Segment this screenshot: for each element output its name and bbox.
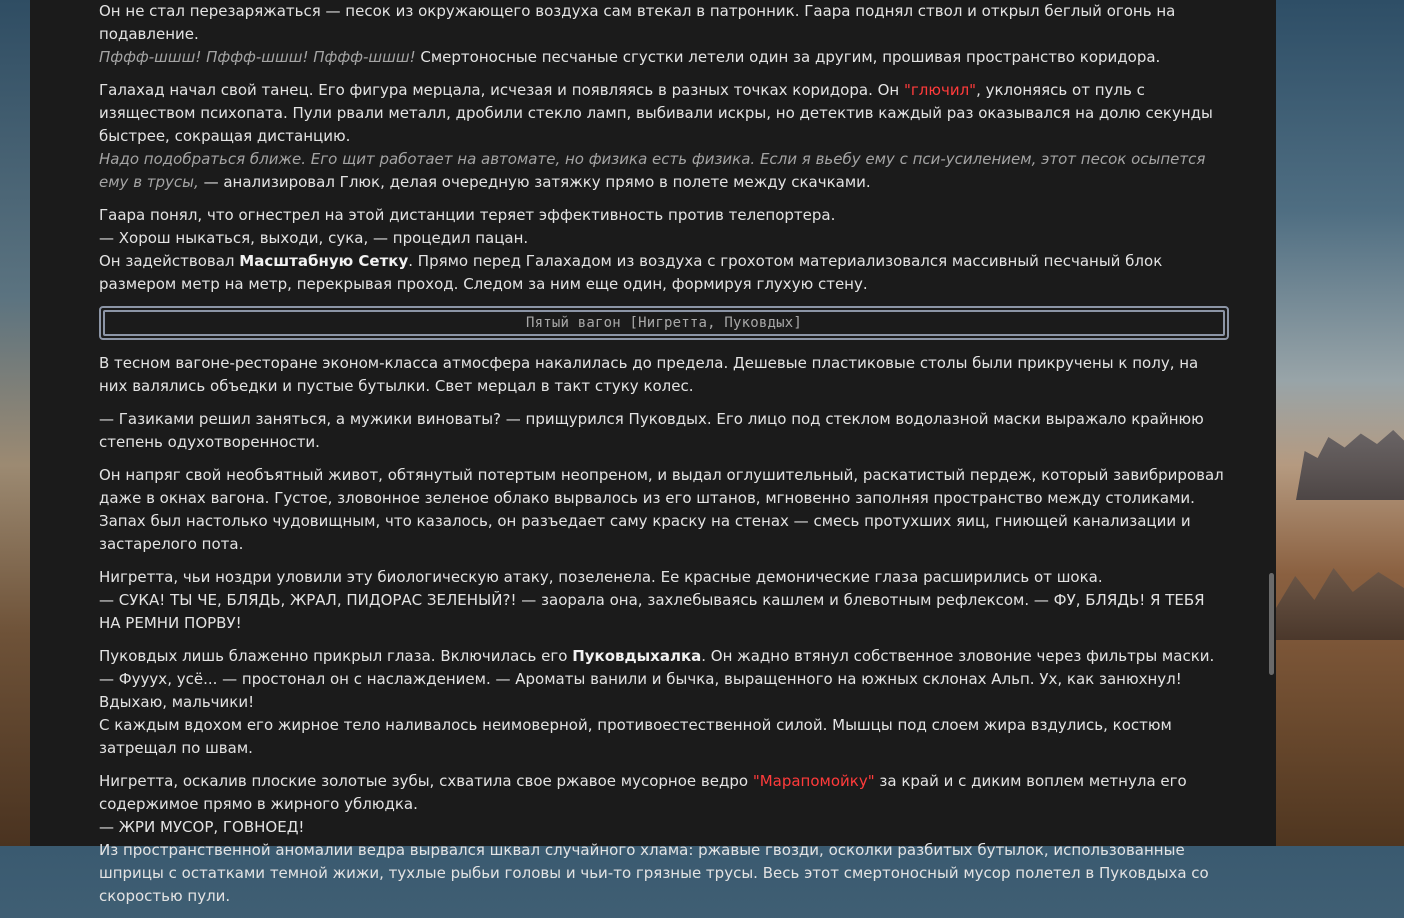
scene-header-box — [99, 306, 1229, 340]
ability-highlight: "глючил" — [903, 81, 977, 99]
dialogue-text: — ЖРИ МУСОР, ГОВНОЕД! — [99, 818, 305, 836]
story-paragraph — [99, 0, 1229, 69]
thought-text: Надо подобраться ближе. Его щит работает на автомате, но физика есть физика. Если я вьебу ему с пси-усилением, этот песок осыпется ему в трусы, — [99, 150, 1206, 191]
story-content — [99, 0, 1229, 918]
story-paragraph — [99, 566, 1229, 635]
story-paragraph: В тесном вагоне-ресторане эконом-класса атмосфера накалилась до предела. Дешевые пластиковые столы были прикручены к полу, на них валялись объедки и пустые бутылки. Свет мерцал в такт стуку колес. — [99, 354, 1199, 395]
story-paragraph — [99, 79, 1229, 194]
sound-effect-text: Пффф-шшш! Пффф-шшш! Пффф-шшш! — [99, 48, 416, 66]
scene-title: Пятый вагон [Нигретта, Пуковдых] — [103, 310, 1225, 336]
background-wallpaper-right — [1276, 0, 1404, 846]
paragraph-text: Он не стал перезаряжаться — песок из окружающего воздуха сам втекал в патронник. Гаара поднял ствол и открыл беглый огонь на подавление. — [99, 2, 1176, 43]
story-paragraph — [99, 770, 1229, 908]
story-paragraph: — Газиками решил заняться, а мужики виноваты? — прищурился Пуковдых. Его лицо под стеклом водолазной маски выражало крайнюю степень одухотворенности. — [99, 410, 1204, 451]
paragraph-text: Нигретта, оскалив плоские золотые зубы, схватила свое ржавое мусорное ведро — [99, 772, 753, 790]
paragraph-text: Гаара понял, что огнестрел на этой дистанции теряет эффективность против телепортера. — [99, 206, 836, 224]
paragraph-text: — анализировал Глюк, делая очередную затяжку прямо в полете между скачками. — [198, 173, 871, 191]
paragraph-text: Галахад начал свой танец. Его фигура мерцала, исчезая и появляясь в разных точках коридора. Он — [99, 81, 904, 99]
paragraph-text: , уклоняясь от пуль с изяществом психопата. Пули рвали металл, дробили стекло ламп, выбивали искры, но детектив каждый раз оказывался на долю секунды быстрее, сокращая дистанцию. — [99, 81, 1213, 145]
paragraph-text: за край и с диким воплем метнула его содержимое прямо в жирного ублюдка. — [99, 772, 1187, 813]
background-wallpaper-left — [0, 0, 30, 846]
background-rocks — [1276, 560, 1404, 640]
paragraph-text: Нигретта, чьи ноздри уловили эту биологическую атаку, позеленела. Ее красные демонические глаза расширились от шока. — [99, 568, 1103, 586]
paragraph-text: . Прямо перед Галахадом из воздуха с грохотом материализовался массивный песчаный блок размером метр на метр, перекрывая проход. Следом за ним еще один, формируя глухую стену. — [99, 252, 1163, 293]
story-paragraph: Он напряг свой необъятный живот, обтянутый потертым неопреном, и выдал оглушительный, раскатистый пердеж, который завибрировал даже в окнах вагона. Густое, зловонное зеленое облако вырвалось из его штанов, мгновенно заполняя пространство между столиками. Запах был настолько чудовищным, что казалось, он разъедает саму краску на стенах — смесь протухших яиц, гниющей канализации и застарелого пота. — [99, 466, 1224, 553]
background-cliff — [1296, 430, 1404, 500]
paragraph-text: Смертоносные песчаные сгустки летели один за другим, прошивая пространство коридора. — [415, 48, 1161, 66]
item-highlight: "Марапомойку" — [752, 772, 875, 790]
paragraph-text: Он задействовал — [99, 252, 240, 270]
skill-name: Масштабную Сетку — [239, 252, 409, 270]
paragraph-text: Из пространственной аномалии ведра вырвался шквал случайного хлама: ржавые гвозди, осколки разбитых бутылок, использованные шприцы с остатками темной жижи, тухлые рыбьи головы и чьи-то грязные трусы. Весь этот смертоносный мусор полетел в Пуковдыха со скоростью пули. — [99, 841, 1209, 905]
paragraph-text: С каждым вдохом его жирное тело наливалось неимоверной, противоестественной силой. Мышцы под слоем жира вздулись, костюм затрещал по швам. — [99, 716, 1172, 757]
story-paragraph — [99, 204, 1229, 296]
dialogue-text: — Хорош ныкаться, выходи, сука, — процедил пацан. — [99, 229, 529, 247]
vertical-scrollbar[interactable] — [1268, 0, 1276, 846]
scrollbar-thumb[interactable] — [1269, 573, 1274, 675]
dialogue-text: — СУКА! ТЫ ЧЕ, БЛЯДЬ, ЖРАЛ, ПИДОРАС ЗЕЛЕНЫЙ?! — заорала она, захлебываясь кашлем и блевотным рефлексом. — ФУ, БЛЯДЬ! Я ТЕБЯ НА РЕМНИ ПОРВУ! — [99, 591, 1205, 632]
dialogue-text: — Фууух, усё... — простонал он с наслаждением. — Ароматы ванили и бычка, выращенного на южных склонах Альп. Ух, как занюхнул! Вдыхаю, мальчики! — [99, 670, 1182, 711]
paragraph-text: . Он жадно втянул собственное зловоние через фильтры маски. — [701, 647, 1215, 665]
paragraph-text: Пуковдых лишь блаженно прикрыл глаза. Включилась его — [99, 647, 573, 665]
story-reader-panel — [30, 0, 1276, 905]
story-paragraph — [99, 645, 1229, 760]
skill-name: Пуковдыхалка — [572, 647, 702, 665]
